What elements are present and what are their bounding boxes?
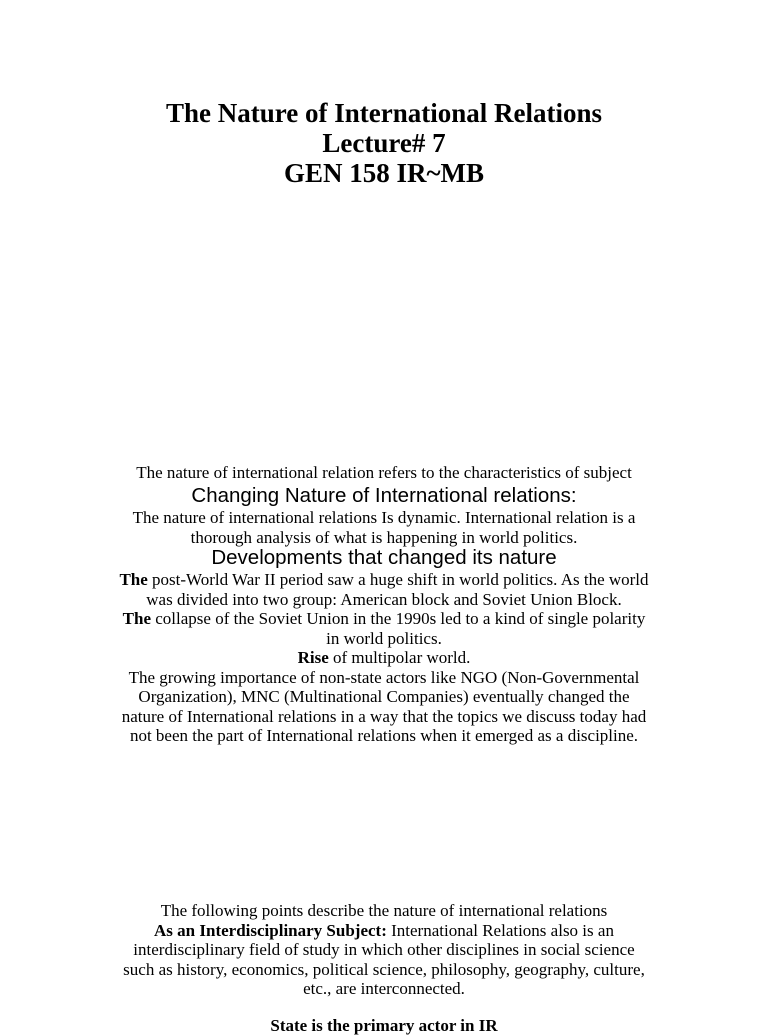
cut-off-heading: State is the primary actor in IR <box>270 1016 498 1035</box>
section-intro-line: The following points describe the nature of international relations <box>160 901 608 920</box>
paragraph-line: in world politics. <box>326 628 442 648</box>
paragraph-line: nature of International relations in a way that the topics we discuss today had <box>121 706 647 726</box>
paragraph-text: post-World War II period saw a huge shift in world politics. As the world <box>147 570 649 589</box>
section-heading-developments: Developments that changed its nature <box>211 546 557 569</box>
bold-lead: The <box>119 570 148 589</box>
bold-label: As an Interdisciplinary Subject: <box>154 920 387 940</box>
paragraph-line <box>90 609 678 629</box>
paragraph-line: Organization), MNC (Multinational Companies) eventually changed the <box>138 687 630 706</box>
section-paragraph-line: The nature of international relations Is dynamic. International relation is a <box>132 508 636 527</box>
section-developments <box>90 546 678 746</box>
section-paragraph-line: thorough analysis of what is happening in world politics. <box>190 527 578 547</box>
paragraph-line: was divided into two group: American block and Soviet Union Block. <box>146 589 622 609</box>
paragraph-line: such as history, economics, political science, philosophy, geography, culture, <box>123 959 645 979</box>
paragraph-text: collapse of the Soviet Union in the 1990s led to a kind of single polarity <box>151 609 646 628</box>
title-block <box>0 98 768 188</box>
lecture-number: Lecture# 7 <box>322 128 446 158</box>
paragraph-line <box>90 648 678 668</box>
intro-text: The nature of international relation refers to the characteristics of subject <box>136 463 632 482</box>
paragraph-line: etc., are interconnected. <box>303 979 465 998</box>
paragraph-line <box>90 570 678 590</box>
document-title: The Nature of International Relations <box>166 98 602 128</box>
paragraph-line: The growing importance of non-state actors like NGO (Non-Governmental <box>128 667 640 687</box>
section-changing-nature <box>90 484 678 547</box>
course-code: GEN 158 IR~MB <box>283 158 485 188</box>
section-interdisciplinary <box>90 901 678 999</box>
intro-paragraph <box>90 463 678 483</box>
bold-lead: The <box>122 609 151 628</box>
paragraph-text: of multipolar world. <box>328 648 471 667</box>
bold-lead: Rise <box>297 648 329 667</box>
paragraph-line <box>90 921 678 941</box>
paragraph-text: International Relations also is an <box>386 920 614 940</box>
section-heading-changing-nature: Changing Nature of International relations: <box>191 484 577 507</box>
paragraph-line: not been the part of International relations when it emerged as a discipline. <box>129 726 639 745</box>
paragraph-line: interdisciplinary field of study in which other disciplines in social science <box>133 940 635 959</box>
